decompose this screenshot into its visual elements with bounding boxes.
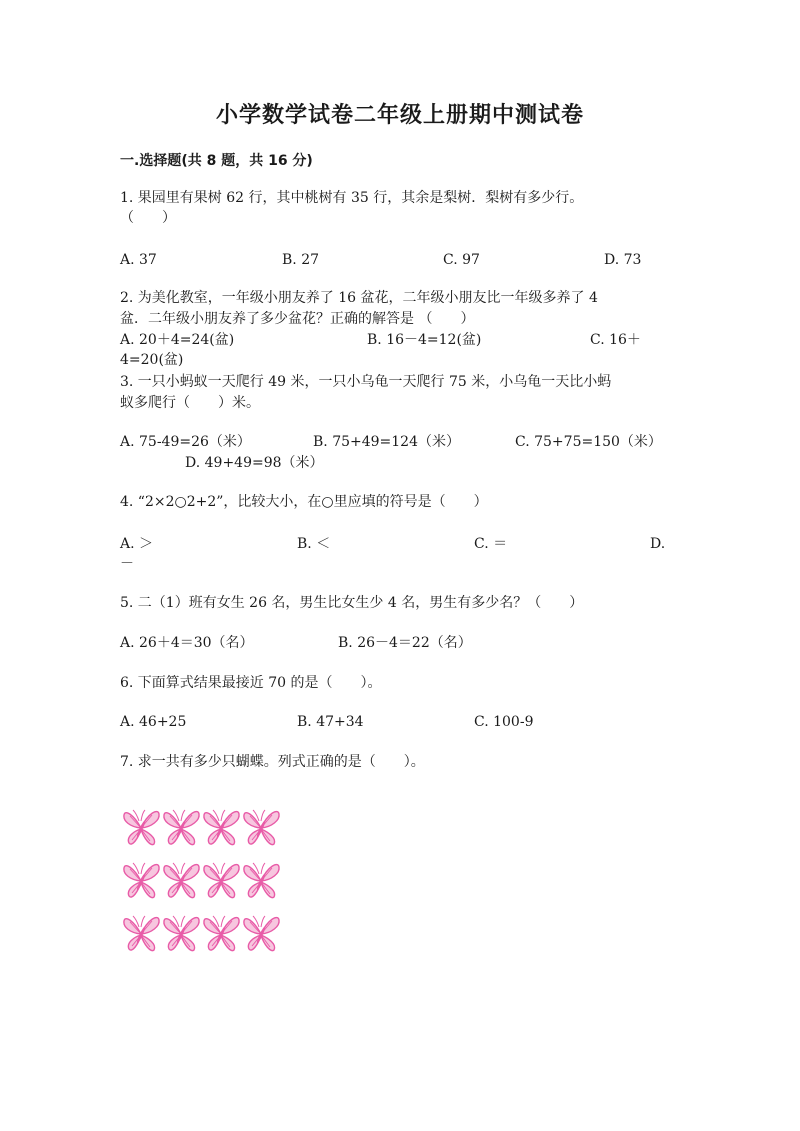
question-1-option-c[interactable]: C. 97 (443, 252, 480, 268)
butterfly-icon (124, 916, 159, 951)
question-3-option-b[interactable]: B. 75+49=124（米） (313, 434, 460, 450)
question-3-option-c[interactable]: C. 75+75=150（米） (515, 434, 662, 450)
question-6-option-a[interactable]: A. 46+25 (120, 714, 187, 730)
question-2-option-c-cont[interactable]: 4=20(盆) (120, 352, 184, 368)
question-6-text: 6. 下面算式结果最接近 70 的是（ ）。 (120, 675, 382, 691)
question-3-text-cont: 蚁多爬行（ ）米。 (120, 395, 260, 411)
question-2-option-a[interactable]: A. 20＋4=24(盆) (120, 332, 235, 348)
question-2-text-cont: 盆．二年级小朋友养了多少盆花？正确的解答是 （ ） (120, 311, 475, 327)
butterfly-icon (244, 916, 279, 951)
butterfly-image (120, 805, 290, 955)
butterfly-icon (244, 810, 279, 845)
question-2-option-c[interactable]: C. 16＋ (590, 332, 641, 348)
question-4-text: 4. “2×2○2+2”，比较大小，在○里应填的符号是（ ） (120, 494, 488, 510)
question-5-option-b[interactable]: B. 26－4＝22（名） (338, 635, 472, 651)
butterfly-icon (164, 863, 199, 898)
butterfly-icon (204, 863, 239, 898)
question-3-option-a[interactable]: A. 75-49=26（米） (120, 434, 251, 450)
butterfly-icon (124, 810, 159, 845)
question-1-option-d[interactable]: D. 73 (604, 252, 642, 268)
section-heading: 一.选择题(共 8 题，共 16 分) (120, 153, 313, 169)
butterfly-icon (124, 863, 159, 898)
question-1-option-a[interactable]: A. 37 (120, 252, 157, 268)
question-1-text: 1. 果园里有果树 62 行，其中桃树有 35 行，其余是梨树．梨树有多少行。 (120, 190, 584, 206)
page-title: 小学数学试卷二年级上册期中测试卷 (215, 103, 584, 128)
question-2-text: 2. 为美化教室，一年级小朋友养了 16 盆花，二年级小朋友比一年级多养了 4 (120, 290, 598, 306)
question-3-text: 3. 一只小蚂蚁一天爬行 49 米，一只小乌龟一天爬行 75 米，小乌龟一天比小蚂 (120, 374, 612, 390)
butterfly-icon (204, 810, 239, 845)
question-4-option-b[interactable]: B. ＜ (297, 536, 331, 552)
question-6-option-b[interactable]: B. 47+34 (297, 714, 364, 730)
question-5-text: 5. 二（1）班有女生 26 名，男生比女生少 4 名，男生有多少名？（ ） (120, 595, 584, 611)
butterfly-icon (204, 916, 239, 951)
question-1-blank: （ ） (120, 210, 176, 226)
question-6-option-c[interactable]: C. 100-9 (474, 714, 534, 730)
butterfly-icon (164, 916, 199, 951)
butterfly-icon (244, 863, 279, 898)
question-1-option-b[interactable]: B. 27 (282, 252, 320, 268)
question-4-option-c[interactable]: C. ＝ (474, 536, 508, 552)
question-7-text: 7. 求一共有多少只蝴蝶。列式正确的是（ ）。 (120, 754, 425, 770)
question-5-option-a[interactable]: A. 26＋4＝30（名） (120, 635, 254, 651)
question-2-option-b[interactable]: B. 16－4=12(盆) (367, 332, 482, 348)
question-3-option-d[interactable]: D. 49+49=98（米） (185, 455, 324, 471)
question-4-option-a[interactable]: A. ＞ (120, 536, 154, 552)
question-4-option-d[interactable]: D. (650, 536, 666, 552)
butterfly-icon (164, 810, 199, 845)
question-4-option-d-cont[interactable]: － (120, 556, 134, 572)
